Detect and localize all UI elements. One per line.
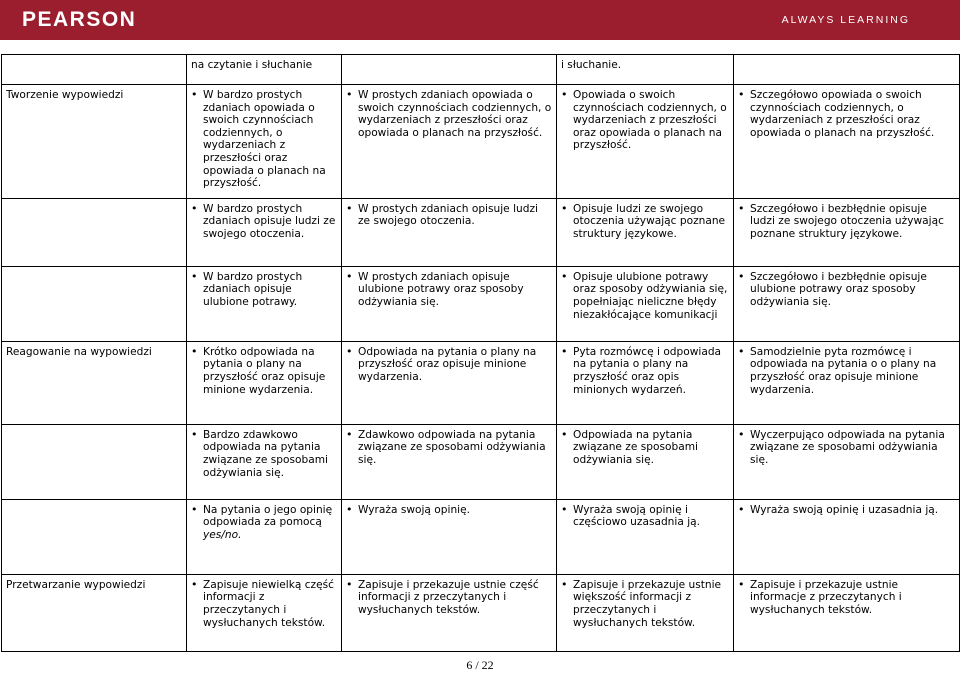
- criteria-table: [1, 54, 960, 652]
- criteria-text: Samodzielnie pyta rozmówcę i odpowiada na pytania o o plany na przyszłość oraz opisuje minione wydarzenia.: [750, 345, 937, 396]
- bullet-item: [191, 346, 337, 396]
- table-row: [2, 499, 960, 574]
- criteria-cell: [187, 424, 342, 499]
- category-cell: Tworzenie wypowiedzi: [2, 85, 187, 199]
- category-cell: Przetwarzanie wypowiedzi: [2, 574, 187, 651]
- bullet-icon: •: [346, 201, 353, 215]
- criteria-cell: [734, 85, 960, 199]
- criteria-text: Opowiada o swoich czynnościach codziennych, o wydarzeniach z przeszłości oraz opowiada o planach na przyszłość.: [573, 89, 727, 152]
- bullet-item: [738, 579, 955, 617]
- criteria-text: Szczegółowo opowiada o swoich czynnościach codziennych, o wydarzeniach z przeszłości oraz opowiada o planach na przyszłość.: [750, 89, 935, 139]
- criteria-cell: [557, 574, 734, 651]
- bullet-item: [738, 346, 955, 396]
- page-number: 6 / 22: [466, 658, 494, 672]
- criteria-cell: [557, 424, 734, 499]
- bullet-item: [561, 89, 729, 152]
- criteria-text: Szczegółowo i bezbłędnie opisuje ulubione potrawy oraz sposoby odżywiania się.: [750, 270, 927, 308]
- table-row: [2, 574, 960, 651]
- bullet-item: [191, 203, 337, 241]
- criteria-text: Wyraża swoją opinię i częściowo uzasadnia ją.: [573, 503, 701, 529]
- pearson-logo: PEARSON: [22, 8, 137, 31]
- bullet-item: [346, 579, 552, 617]
- bullet-icon: •: [191, 577, 198, 591]
- bullet-icon: •: [191, 427, 198, 441]
- category-cell: [2, 198, 187, 266]
- bullet-item: [561, 346, 729, 396]
- bullet-icon: •: [738, 344, 745, 358]
- bullet-icon: •: [561, 577, 568, 591]
- bullet-icon: •: [561, 88, 568, 101]
- bullet-icon: •: [561, 344, 568, 358]
- bullet-icon: •: [346, 427, 353, 441]
- header-cell: [2, 55, 187, 85]
- criteria-text: W bardzo prostych zdaniach opowiada o swoich czynnościach codziennych, o wydarzeniach z przeszłości oraz opowiada o planach na przyszłość.: [203, 89, 326, 190]
- bullet-item: [191, 271, 337, 309]
- table-row: [2, 266, 960, 341]
- bullet-icon: •: [738, 577, 745, 591]
- category-cell: Reagowanie na wypowiedzi: [2, 341, 187, 424]
- criteria-text: Wyczerpująco odpowiada na pytania związane ze sposobami odżywiania się.: [750, 428, 945, 466]
- criteria-cell: [557, 266, 734, 341]
- criteria-cell: [734, 574, 960, 651]
- always-learning-tagline: ALWAYS LEARNING: [781, 14, 910, 26]
- bullet-icon: •: [738, 88, 745, 101]
- bullet-item: [191, 579, 337, 629]
- bullet-icon: •: [191, 344, 198, 358]
- bullet-icon: •: [191, 88, 198, 101]
- criteria-cell: [557, 85, 734, 199]
- criteria-text: Zapisuje i przekazuje ustnie część informacji z przeczytanych i wysłuchanych tekstów.: [358, 578, 539, 616]
- bullet-icon: •: [738, 427, 745, 441]
- bullet-item: [738, 203, 955, 241]
- criteria-cell: [557, 198, 734, 266]
- bullet-item: [191, 429, 337, 479]
- bullet-item: [191, 89, 337, 190]
- criteria-cell: [734, 424, 960, 499]
- criteria-text: W prostych zdaniach opowiada o swoich czynnościach codziennych, o wydarzeniach z przeszłości oraz opowiada o planach na przyszłość.: [358, 89, 552, 139]
- bullet-icon: •: [561, 269, 568, 283]
- criteria-text: Zapisuje i przekazuje ustnie informacje z przeczytanych i wysłuchanych tekstów.: [750, 578, 902, 616]
- category-cell: [2, 499, 187, 574]
- criteria-text: Wyraża swoją opinię.: [358, 503, 470, 516]
- criteria-text: Opisuje ulubione potrawy oraz sposoby odżywiania się, popełniając nieliczne błędy niezakłócające komunikacji: [573, 270, 728, 321]
- criteria-cell: [342, 266, 557, 341]
- criteria-cell: [342, 424, 557, 499]
- header-cell: [342, 55, 557, 85]
- bullet-item: [346, 429, 552, 467]
- criteria-cell: [734, 266, 960, 341]
- criteria-cell: [187, 341, 342, 424]
- bullet-item: [346, 504, 552, 517]
- bullet-item: [561, 271, 729, 321]
- criteria-cell: [342, 198, 557, 266]
- criteria-cell: [557, 341, 734, 424]
- criteria-text: W prostych zdaniach opisuje ulubione potrawy oraz sposoby odżywiania się.: [358, 270, 524, 308]
- bullet-icon: •: [346, 269, 353, 283]
- bullet-item: [346, 271, 552, 309]
- table-row: [2, 424, 960, 499]
- category-cell: [2, 266, 187, 341]
- criteria-text: Zapisuje niewielką część informacji z przeczytanych i wysłuchanych tekstów.: [203, 578, 334, 629]
- bullet-icon: •: [346, 577, 353, 591]
- table-header-row: [2, 55, 960, 85]
- bullet-item: [346, 89, 552, 139]
- table-row: [2, 341, 960, 424]
- header-cell: [734, 55, 960, 85]
- table-row: [2, 85, 960, 199]
- criteria-cell: [187, 266, 342, 341]
- criteria-cell: [187, 198, 342, 266]
- criteria-text: W prostych zdaniach opisuje ludzi ze swojego otoczenia.: [358, 202, 538, 228]
- bullet-item: [346, 203, 552, 228]
- criteria-cell: [342, 85, 557, 199]
- bullet-icon: •: [191, 502, 198, 516]
- criteria-cell: [187, 574, 342, 651]
- bullet-icon: •: [738, 201, 745, 215]
- bullet-icon: •: [346, 88, 353, 101]
- criteria-cell: [187, 85, 342, 199]
- criteria-text: Odpowiada na pytania związane ze sposobami odżywiania się.: [573, 428, 698, 466]
- criteria-text: Odpowiada na pytania o plany na przyszłość oraz opisuje minione wydarzenia.: [358, 345, 537, 383]
- bullet-item: [738, 271, 955, 309]
- bullet-icon: •: [561, 201, 568, 215]
- bullet-item: [191, 504, 337, 542]
- criteria-text: Na pytania o jego opinię odpowiada za pomocą yes/no.: [203, 503, 333, 541]
- criteria-cell: [342, 341, 557, 424]
- criteria-cell: [734, 198, 960, 266]
- header-cell: i słuchanie.: [557, 55, 734, 85]
- bullet-item: [738, 429, 955, 467]
- criteria-cell: [557, 499, 734, 574]
- criteria-text: Pyta rozmówcę i odpowiada na pytania o plany na przyszłość oraz opis minionych wydarzeń.: [573, 345, 722, 396]
- bullet-icon: •: [561, 427, 568, 441]
- bullet-icon: •: [738, 502, 745, 516]
- bullet-item: [561, 579, 729, 629]
- criteria-cell: [342, 499, 557, 574]
- criteria-text: Krótko odpowiada na pytania o plany na przyszłość oraz opisuje minione wydarzenia.: [203, 345, 326, 396]
- bullet-item: [346, 346, 552, 384]
- bullet-icon: •: [191, 201, 198, 215]
- criteria-cell: [734, 341, 960, 424]
- criteria-text: W bardzo prostych zdaniach opisuje ludzi ze swojego otoczenia.: [203, 202, 336, 240]
- header-cell: na czytanie i słuchanie: [187, 55, 342, 85]
- criteria-cell: [342, 574, 557, 651]
- criteria-text: Zapisuje i przekazuje ustnie większość informacji z przeczytanych i wysłuchanych tekstów.: [573, 578, 722, 629]
- bullet-item: [561, 203, 729, 241]
- bullet-icon: •: [346, 344, 353, 358]
- criteria-text: W bardzo prostych zdaniach opisuje ulubione potrawy.: [203, 270, 303, 308]
- bullet-item: [561, 429, 729, 467]
- category-cell: [2, 424, 187, 499]
- bullet-item: [561, 504, 729, 529]
- table-row: [2, 198, 960, 266]
- criteria-text: Opisuje ludzi ze swojego otoczenia używając poznane struktury językowe.: [573, 202, 726, 240]
- criteria-text: Bardzo zdawkowo odpowiada na pytania związane ze sposobami odżywiania się.: [203, 428, 328, 479]
- bullet-item: [738, 504, 955, 517]
- criteria-cell: [734, 499, 960, 574]
- criteria-text: Szczegółowo i bezbłędnie opisuje ludzi ze swojego otoczenia używając poznane struktury językowe.: [750, 202, 944, 240]
- bullet-icon: •: [561, 502, 568, 516]
- bullet-item: [738, 89, 955, 139]
- criteria-cell: [187, 499, 342, 574]
- bullet-icon: •: [738, 269, 745, 283]
- bullet-icon: •: [346, 502, 353, 516]
- pearson-banner: [0, 0, 960, 40]
- criteria-text: Zdawkowo odpowiada na pytania związane ze sposobami odżywiania się.: [358, 428, 546, 466]
- bullet-icon: •: [191, 269, 198, 283]
- criteria-text: Wyraża swoją opinię i uzasadnia ją.: [750, 503, 939, 516]
